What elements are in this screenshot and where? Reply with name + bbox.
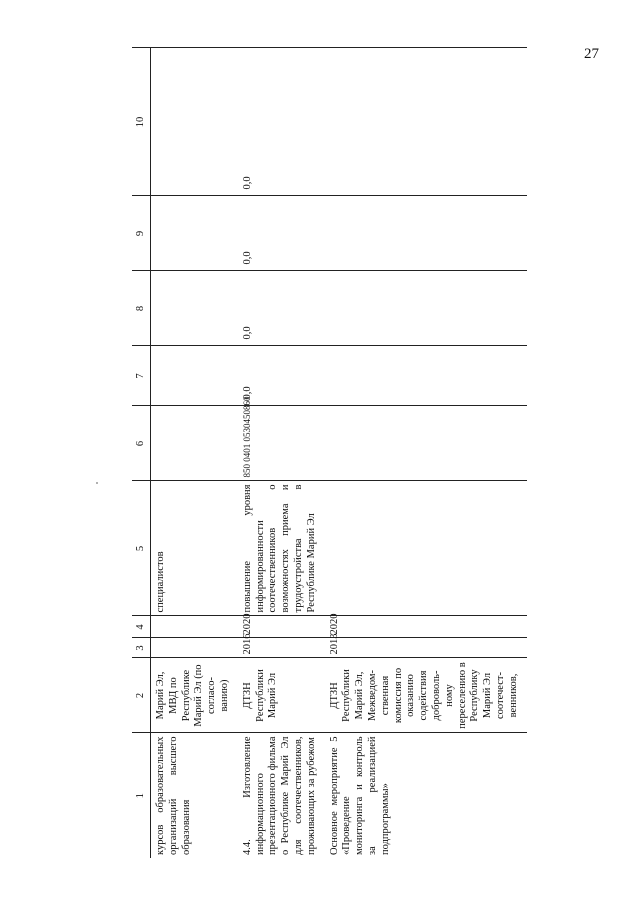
- cell-name: курсов образовательных организаций высшего образования: [151, 733, 238, 858]
- page-number: 27: [584, 46, 599, 62]
- cell-end-year: 2020: [238, 616, 325, 638]
- col-header-2: 2: [132, 658, 151, 733]
- cell-name: 4.4. Изготовление информационного презентационного фильма о Республике Марий Эл для соотечественников, проживающих за рубежом: [238, 733, 325, 858]
- table-row: [325, 48, 527, 858]
- cell-start-year: [151, 638, 238, 658]
- cell-result: специалистов: [151, 481, 238, 616]
- cell-value-8: 0,0: [238, 271, 325, 346]
- cell-value-9: [325, 196, 527, 271]
- col-header-4: 4: [132, 616, 151, 638]
- cell-executor: ДТЗН Республики Марий Эл, Межведом-ственная комиссия по оказанию содействия доброволь-ному переселению в Республику Марий Эл соотечест-венников,: [325, 658, 527, 733]
- cell-result: [325, 481, 527, 616]
- cell-end-year: [151, 616, 238, 638]
- col-header-5: 5: [132, 481, 151, 616]
- scan-speck: [96, 482, 98, 484]
- cell-value-8: [325, 271, 527, 346]
- cell-value-7: [151, 346, 238, 406]
- cell-value-10: [325, 48, 527, 196]
- cell-value-9: [151, 196, 238, 271]
- col-header-10: 10: [132, 48, 151, 196]
- cell-value-9: 0,0: [238, 196, 325, 271]
- cell-value-7: 0,0: [238, 346, 325, 406]
- cell-result: повышение уровня информированности соотечественников о возможностях приема и трудоустройства в Республике Марий Эл: [238, 481, 325, 616]
- cell-end-year: 2020: [325, 616, 527, 638]
- cell-budget-code: 850 0401 0530450860: [238, 406, 325, 481]
- program-table: [132, 48, 527, 859]
- table-row: [238, 48, 325, 858]
- cell-value-8: [151, 271, 238, 346]
- cell-start-year: 2016: [238, 638, 325, 658]
- col-header-6: 6: [132, 406, 151, 481]
- cell-budget-code: [325, 406, 527, 481]
- cell-value-10: 0,0: [238, 48, 325, 196]
- cell-start-year: 2013: [325, 638, 527, 658]
- cell-budget-code: [151, 406, 238, 481]
- col-header-1: 1: [132, 733, 151, 858]
- cell-executor: Марий Эл, МВД по Республике Марий Эл (по согласо-ванию): [151, 658, 238, 733]
- col-header-7: 7: [132, 346, 151, 406]
- rotated-table-sheet: [132, 38, 632, 858]
- cell-value-7: [325, 346, 527, 406]
- col-header-3: 3: [132, 638, 151, 658]
- col-header-9: 9: [132, 196, 151, 271]
- header-row: [132, 48, 151, 858]
- cell-name: Основное мероприятие 5 «Проведение мониторинга и контроль за реализацией подпрограммы»: [325, 733, 527, 858]
- table-row: [151, 48, 238, 858]
- col-header-8: 8: [132, 271, 151, 346]
- cell-executor: ДТЗН Республики Марий Эл: [238, 658, 325, 733]
- cell-value-10: [151, 48, 238, 196]
